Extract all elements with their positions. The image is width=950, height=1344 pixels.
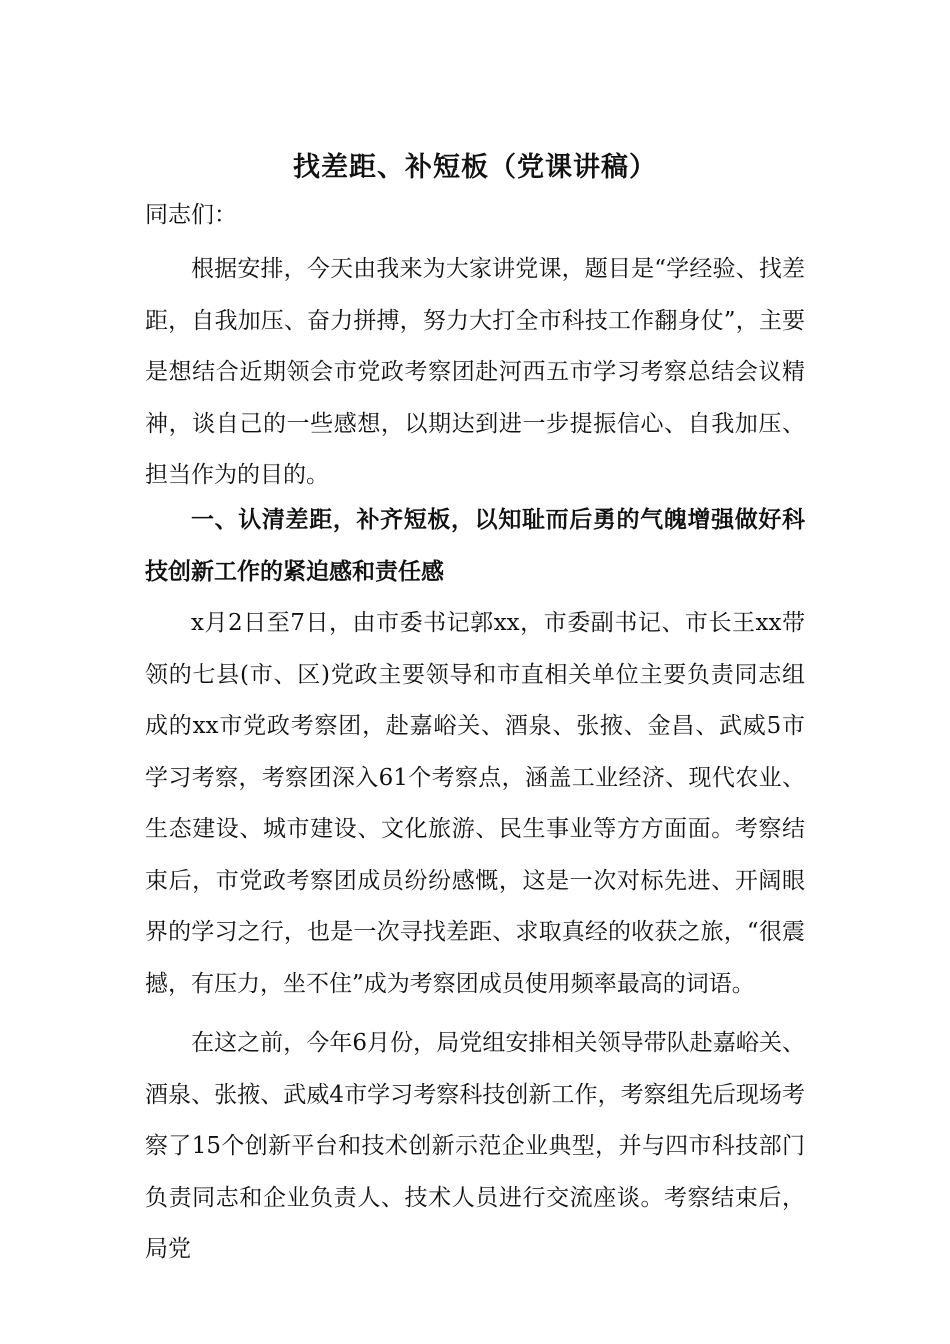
paragraph-3: 在这之前，今年6月份，局党组安排相关领导带队赴嘉峪关、酒泉、张掖、武威4市学习考察科技创新工作，考察组先后现场考察了15个创新平台和技术创新示范企业典型，并与四市科技部门负责同志和企业负责人、技术人员进行交流座谈。考察结束后，局党 [145,1030,805,1262]
paragraph-1: 根据安排，今天由我来为大家讲党课，题目是“学经验、找差距，自我加压、奋力拼搏，努力大打全市科技工作翻身仗”，主要是想结合近期领会市党政考察团赴河西五市学习考察总结会议精神，谈自己的一些感想，以期达到进一步提振信心、自我加压、担当作为的目的。 [145,256,805,488]
document-title: 找差距、补短板（党课讲稿） [293,152,657,184]
section-heading-1: 一、认清差距，补齐短板，以知耻而后勇的气魄增强做好科技创新工作的紧迫感和责任感 [145,506,805,585]
salutation: 同志们： [145,202,237,228]
paragraph-2: x月2日至7日，由市委书记郭xx，市委副书记、市长王xx带领的七县(市、区)党政主要领导和市直相关单位主要负责同志组成的xx市党政考察团，赴嘉峪关、酒泉、张掖、金昌、武威5市学习考察，考察团深入61个考察点，涵盖工业经济、现代农业、生态建设、城市建设、文化旅游、民生事业等方方面面。考察结束后，市党政考察团成员纷纷感慨，这是一次对标先进、开阔眼界的学习之行，也是一次寻找差距、求取真经的收获之旅，“很震撼，有压力，坐不住”成为考察团成员使用频率最高的词语。 [145,610,805,997]
